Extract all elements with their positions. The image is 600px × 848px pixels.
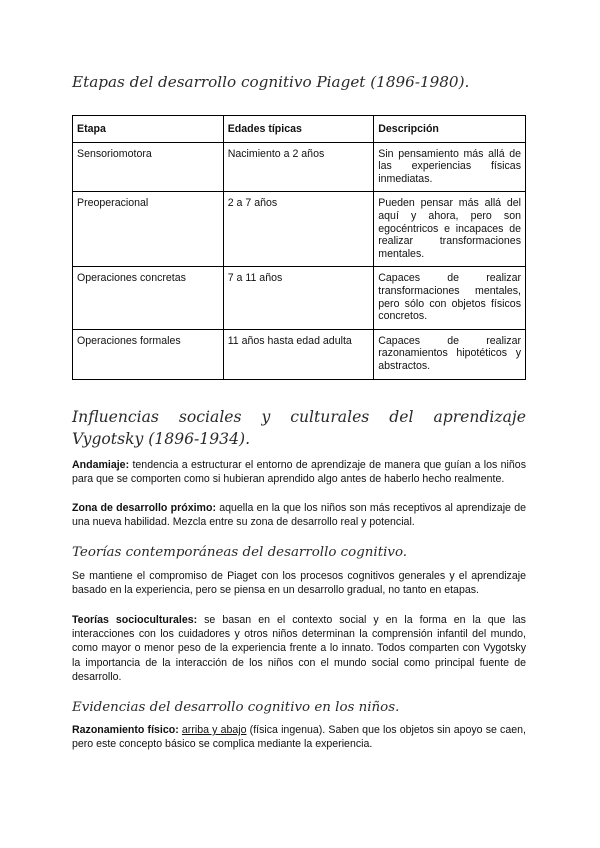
- term-razonamiento-fisico: Razonamiento físico:: [72, 724, 179, 736]
- table-cell-edades: Nacimiento a 2 años: [223, 142, 374, 192]
- table-cell-descripcion: Pueden pensar más allá del aquí y ahora, pero son egocéntricos e incapaces de realizar transformaciones mentales.: [374, 192, 526, 267]
- table-cell-etapa: Operaciones concretas: [73, 267, 224, 329]
- table-cell-etapa: Sensoriomotora: [73, 142, 224, 192]
- heading-contemporaneas: Teorías contemporáneas del desarrollo cognitivo.: [72, 545, 408, 560]
- table-header-row: [73, 116, 526, 143]
- term-andamiaje: Andamiaje:: [72, 459, 130, 471]
- text-zona-desarrollo: aquella en la que los niños son más receptivos al aprendizaje de una nueva habilidad. Mezcla entre su zona de desarrollo real y potencial.: [72, 502, 526, 529]
- heading-piaget: Etapas del desarrollo cognitivo Piaget (1896-1980).: [72, 73, 470, 91]
- column-header-etapa: Etapa: [73, 116, 224, 143]
- table-row: [73, 267, 526, 329]
- table-cell-descripcion: Sin pensamiento más allá de las experiencias físicas inmediatas.: [374, 142, 526, 192]
- table-row: [73, 142, 526, 192]
- table-cell-edades: 7 a 11 años: [223, 267, 374, 329]
- text-andamiaje: tendencia a estructurar el entorno de aprendizaje de manera que guían a los niños para que se comporten como si hubieran aprendido algo antes de haberlo hecho realmente.: [72, 459, 526, 486]
- term-zona-desarrollo: Zona de desarrollo próximo:: [72, 502, 216, 514]
- text-socioculturales: se basan en el contexto social y en la forma en la que las interacciones con los cuidadores y otros niños determinan la comprensión infantil del mundo, como mayor o menor peso de la experiencia frente a lo innato. Todos comparten con Vygotsky la importancia de la interacción de los niños con el mundo social como principal fuente de desarrollo.: [72, 614, 526, 683]
- underlined-arriba-abajo: arriba y abajo: [181, 724, 247, 736]
- term-socioculturales: Teorías socioculturales:: [72, 614, 198, 626]
- column-header-descripcion: Descripción: [374, 116, 526, 143]
- table-cell-descripcion: Capaces de realizar transformaciones mentales, pero sólo con objetos físicos concretos.: [374, 267, 526, 329]
- table-cell-etapa: Operaciones formales: [73, 329, 224, 379]
- paragraph-razonamiento-fisico: [72, 723, 526, 751]
- paragraph-socioculturales: [72, 613, 526, 684]
- table-cell-etapa: Preoperacional: [73, 192, 224, 267]
- table-cell-edades: 11 años hasta edad adulta: [223, 329, 374, 379]
- heading-vygotsky: Influencias sociales y culturales del aprendizaje Vygotsky (1896-1934).: [72, 408, 526, 448]
- heading-evidencias: Evidencias del desarrollo cognitivo en los niños.: [72, 700, 400, 715]
- table-row: [73, 329, 526, 379]
- table-cell-edades: 2 a 7 años: [223, 192, 374, 267]
- text-razonamiento-fisico: (física ingenua). Saben que los objetos sin apoyo se caen, pero este concepto básico se complica mediante la experiencia.: [72, 724, 526, 751]
- paragraph-andamiaje: [72, 458, 526, 486]
- column-header-edades: Edades típicas: [223, 116, 374, 143]
- table-row: [73, 192, 526, 267]
- paragraph-contemporaneas-intro: Se mantiene el compromiso de Piaget con los procesos cognitivos generales y el aprendizaje basado en la experiencia, pero se piensa en un desarrollo gradual, no tanto en etapas.: [72, 570, 526, 597]
- stages-table: [72, 115, 526, 380]
- table-cell-descripcion: Capaces de realizar razonamientos hipotéticos y abstractos.: [374, 329, 526, 379]
- paragraph-zona-desarrollo: [72, 501, 526, 529]
